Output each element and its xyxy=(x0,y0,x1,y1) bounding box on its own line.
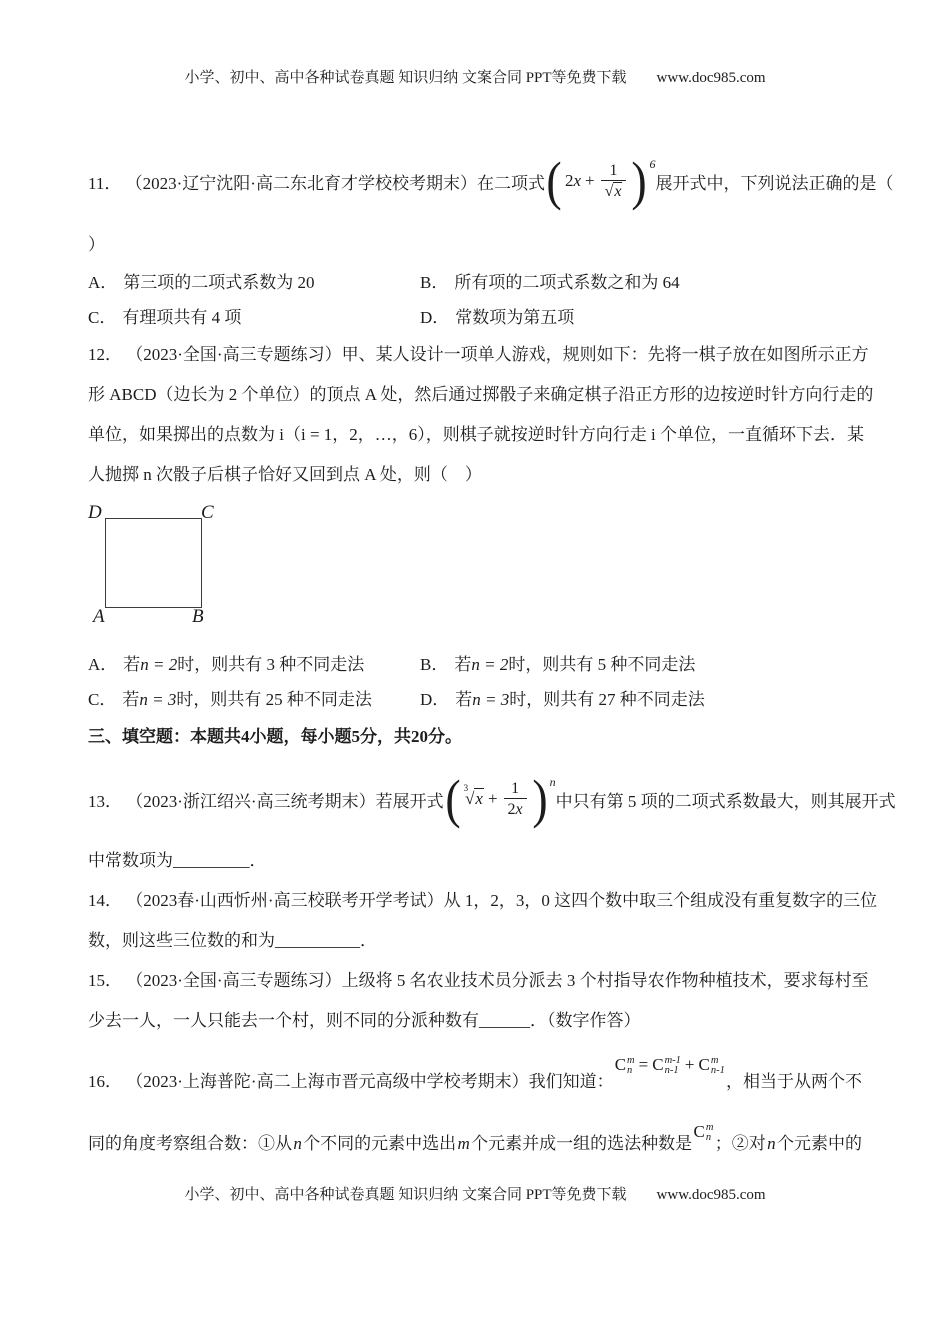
q11-option-c xyxy=(88,300,420,335)
option-text: 常数项为第五项 xyxy=(455,308,575,327)
c-sup: m-1 xyxy=(664,1054,681,1066)
vertex-label-b: B xyxy=(192,606,204,627)
math-n: n xyxy=(293,1134,302,1153)
q12-line-4: 人抛掷 n 次骰子后棋子恰好又回到点 A 处，则（ ） xyxy=(88,465,482,484)
option-pre: 若 xyxy=(455,690,473,709)
q16-seg-1: 同的角度考察组合数：①从 xyxy=(88,1134,292,1153)
q13-fraction xyxy=(504,779,527,819)
q15-line-2: 少去一人，一人只能去一个村，则不同的分派种数有______．（数字作答） xyxy=(88,1011,641,1030)
section-3-heading: 三、填空题：本题共4小题，每小题5分，共20分。 xyxy=(88,727,462,746)
c-letter: C xyxy=(693,1122,705,1141)
question-11-stem xyxy=(88,137,894,225)
c-sup: m xyxy=(705,1121,714,1133)
q11-intro-text: 11． （2023·辽宁沈阳·高二东北育才学校校考期末）在二项式 xyxy=(88,173,545,193)
q16-intro-text: 16． （2023·上海普陀·高二上海市晋元高级中学校考期末）我们知道： xyxy=(88,1071,614,1091)
c-sup: m xyxy=(627,1054,635,1066)
option-math: n = 2 xyxy=(140,655,178,674)
header-promo-text: 小学、初中、高中各种试卷真题 知识归纳 文案合同 PPT等免费下载 xyxy=(184,70,627,86)
option-post: 时，则共有 25 种不同走法 xyxy=(176,690,372,709)
q13-exponent: n xyxy=(549,775,556,789)
q16-after-text: ，相当于从两个不 xyxy=(725,1071,862,1091)
c-sub: n-1 xyxy=(664,1065,679,1076)
option-text: 第三项的二项式系数为 20 xyxy=(123,273,315,292)
option-label: B． xyxy=(420,273,449,292)
q11-frac-num: 1 xyxy=(609,162,618,179)
option-pre: 若 xyxy=(122,690,140,709)
q11-option-a xyxy=(88,265,420,300)
option-label: A． xyxy=(88,655,118,674)
q13-den-var: x xyxy=(515,801,523,818)
question-13-stem xyxy=(88,757,896,841)
q12-square-figure xyxy=(88,501,862,631)
option-pre: 若 xyxy=(454,655,472,674)
q12-option-c xyxy=(88,682,420,717)
plus-op: + xyxy=(684,1055,695,1074)
option-label: C． xyxy=(88,308,117,327)
root-index: 3 xyxy=(463,783,469,794)
q16-seg-2: 个不同的元素中选出 xyxy=(303,1134,457,1153)
q11-option-b xyxy=(420,265,862,300)
vertex-label-d: D xyxy=(88,502,102,523)
q16-seg-3: 个元素并成一组的选法种数是 xyxy=(471,1134,693,1153)
q16-line-2 xyxy=(88,1121,862,1167)
c-n1-m xyxy=(699,1055,725,1076)
q12-option-d xyxy=(420,682,862,717)
q11-after-text: 展开式中，下列说法正确的是（ xyxy=(655,173,894,193)
footer-site-url: www.doc985.com xyxy=(656,1187,766,1203)
q16-seg-5: 个元素中的 xyxy=(776,1134,862,1153)
square-shape xyxy=(105,518,202,608)
q11-fraction xyxy=(601,161,627,201)
option-label: B． xyxy=(420,655,449,674)
option-text: 所有项的二项式系数之和为 64 xyxy=(454,273,680,292)
option-pre: 若 xyxy=(123,655,141,674)
option-label: D． xyxy=(420,308,450,327)
vertex-label-a: A xyxy=(93,606,105,627)
c-n1-m1 xyxy=(652,1055,681,1076)
plus-op: + xyxy=(487,789,498,808)
q11-coef: 2 xyxy=(564,171,574,190)
q12-options xyxy=(88,647,862,717)
q13-den-coef: 2 xyxy=(507,801,516,818)
q11-options xyxy=(88,265,862,335)
q13-radicand: x xyxy=(475,789,483,808)
page-footer xyxy=(0,1183,950,1204)
option-label: A． xyxy=(88,273,118,292)
q13-line-2: 中常数项为_________． xyxy=(88,851,267,870)
c-n-m xyxy=(615,1055,635,1076)
math-n: n xyxy=(767,1134,776,1153)
option-post: 时，则共有 27 种不同走法 xyxy=(509,690,705,709)
option-math: n = 2 xyxy=(471,655,509,674)
q16-seg-4: ；②对 xyxy=(714,1134,766,1153)
q16-combination-identity xyxy=(615,1055,725,1076)
plus-op: + xyxy=(584,171,595,190)
q11-var: x xyxy=(573,171,581,190)
c-letter: C xyxy=(652,1055,664,1074)
radical-sign: √ xyxy=(465,789,475,808)
c-sub: n xyxy=(705,1132,712,1143)
q11-binomial-formula: ( 2 x + $\frac{1}{√x}$ ) 6 xyxy=(546,151,656,211)
option-post: 时，则共有 3 种不同走法 xyxy=(177,655,365,674)
page-header xyxy=(88,0,862,87)
c-letter: C xyxy=(698,1055,710,1074)
math-m: m xyxy=(457,1134,470,1153)
q14-line-2: 数，则这些三位数的和为__________． xyxy=(88,931,377,950)
option-math: n = 3 xyxy=(472,690,510,709)
c-sub: n xyxy=(627,1065,633,1076)
equals-op: = xyxy=(638,1055,649,1074)
q11-radicand: x xyxy=(614,183,622,200)
c-sup: m xyxy=(710,1054,719,1066)
question-16-stem xyxy=(88,1047,862,1111)
q12-option-b xyxy=(420,647,862,682)
footer-promo-text: 小学、初中、高中各种试卷真题 知识归纳 文案合同 PPT等免费下载 xyxy=(184,1187,627,1203)
option-label: C． xyxy=(88,690,117,709)
q13-frac-num: 1 xyxy=(511,780,520,797)
q15-line-1: 15． （2023·全国·高三专题练习）上级将 5 名农业技术员分派去 3 个村指导农作物种植技术，要求每村至 xyxy=(88,971,869,990)
q13-binomial-formula: ( $^3$√x + $\frac{1}{2x}$ ) n xyxy=(444,769,556,829)
c-sub: n-1 xyxy=(710,1065,725,1076)
c-letter: C xyxy=(614,1055,627,1074)
q11-option-d xyxy=(420,300,862,335)
q12-line-2: 形 ABCD（边长为 2 个单位）的顶点 A 处，然后通过掷骰子来确定棋子沿正方形的边按逆时针方向行走的 xyxy=(88,385,874,404)
option-math: n = 3 xyxy=(139,690,177,709)
vertex-label-c: C xyxy=(201,502,214,523)
q14-line-1: 14． （2023春·山西忻州·高三校联考开学考试）从 1，2，3，0 这四个数中取三个组成没有重复数字的三位 xyxy=(88,891,878,910)
option-post: 时，则共有 5 种不同走法 xyxy=(508,655,696,674)
q13-after-text: 中只有第 5 项的二项式系数最大，则其展开式 xyxy=(555,791,896,811)
radical-sign: √ xyxy=(604,183,614,200)
q11-stem-continuation: ） xyxy=(88,235,105,254)
inline-c-n-m xyxy=(694,1109,714,1155)
q13-intro-text: 13． （2023·浙江绍兴·高三统考期末）若展开式 xyxy=(88,791,444,811)
q12-option-a xyxy=(88,647,420,682)
option-text: 有理项共有 4 项 xyxy=(122,308,242,327)
q11-exponent: 6 xyxy=(649,157,656,171)
q12-line-3: 单位，如果掷出的点数为 i（i = 1，2，…，6），则棋子就按逆时针方向行走 i 个单位，一直循环下去．某 xyxy=(88,425,865,444)
option-label: D． xyxy=(420,690,450,709)
q12-line-1: 12． （2023·全国·高三专题练习）甲、某人设计一项单人游戏，规则如下：先将一棋子放在如图所示正方 xyxy=(88,345,869,364)
header-site-url: www.doc985.com xyxy=(656,70,766,86)
